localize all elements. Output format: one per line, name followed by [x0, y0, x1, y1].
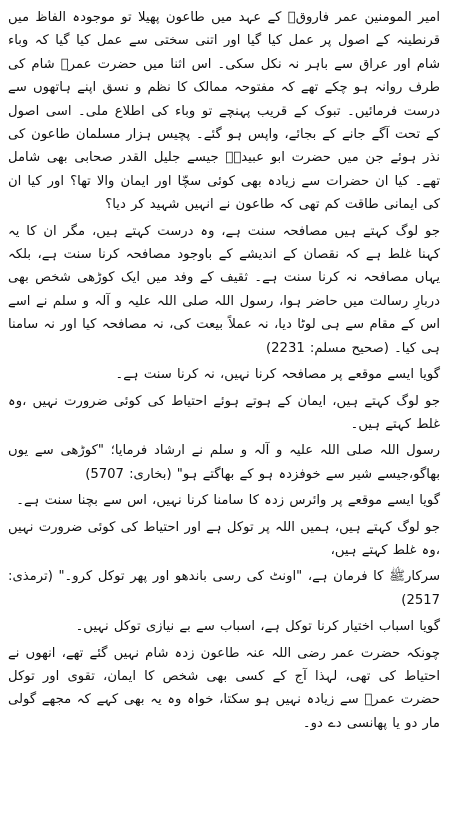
paragraph-iman-precaution: جو لوگ کہتے ہیں، ایمان کے ہوتے ہوئے احتیاط کی کوئی ضرورت نہیں ،وہ غلط کہتے ہیں۔: [8, 393, 440, 432]
paragraph-conclusion: چونکہ حضرت عمر رضی اللہ عنہ طاعون زدہ شام نہیں گئے تھے، انھوں نے احتیاط کی تھی، لہذا آج کے کسی بھی شخص کا ایمان، تقوی اور توکل حضرت عمرؓ سے زیادہ نہیں ہو سکتا، خواہ وہ یہ بھی کہے کہ مجھے گولی مار دو یا پھانسی دے دو۔: [8, 645, 440, 731]
paragraph-handshake-conclusion: گویا ایسے موقعے پر مصافحہ کرنا نہیں، نہ کرنا سنت ہے۔: [115, 367, 440, 383]
paragraph-virus-avoidance: گویا ایسے موقعے پر وائرس زدہ کا سامنا کرنا نہیں، اس سے بچنا سنت ہے۔: [16, 493, 440, 509]
paragraph-umar-plague: امیر المومنین عمر فاروقؓ کے عہد میں طاعون پھیلا تو موجودہ الفاظ میں قرنطینہ کے اصول پر عمل کیا گیا اور اتنی سختی سے عمل کیا گیا کہ وباء شام اور عراق سے باہر نہ نکل سکی۔ اس اثنا میں حضرت عمرؓ شام کی طرف روانہ ہو چکے تھے کہ مفتوحہ ممالک کا نظم و نسق اپنے ہاتھوں سے درست فرمائیں۔ تبوک کے قریب پہنچے تو وباء کی اطلاع ملی۔ اسی اصول کے تحت آگے جانے کے بجائے، واپس ہو گئے۔ پچیس ہزار مسلمان طاعون کی نذر ہوئے جن میں حضرت ابو عبیدہؓ جیسے جلیل القدر صحابی بھی شامل تھے۔ کیا ان حضرات سے زیادہ بھی کوئی سچّا اور ایمان والا تھا؟ اور کیا ان کی ایمانی طاقت کم تھی کہ طاعون نے انہیں شہید کر دیا؟: [8, 10, 440, 213]
paragraph-tawakkul-claim: جو لوگ کہتے ہیں، ہمیں اللہ پر توکل ہے اور احتیاط کی کوئی ضرورت نہیں ،وہ غلط کہتے ہیں،: [8, 519, 440, 558]
paragraph-handshake-sunnah: جو لوگ کہتے ہیں مصافحہ سنت ہے، وہ درست کہتے ہیں، مگر ان کا یہ کہنا غلط ہے کہ نقصان کے اندیشے کے باوجود مصافحہ کرنا سنت ہے، بلکہ یہاں مصافحہ نہ کرنا سنت ہے۔ ثقیف کے وفد میں ایک کوڑھی شخص بھی دربارِ رسالت میں حاضر ہوا، رسول اللہ صلی اللہ علیہ و آلہ و سلم نے اسے اس کے مقام سے ہی لوٹا دیا، نہ عملاً بیعت کی، نہ مصافحہ کیا اور نہ سامنا ہی کیا۔ (صحیح مسلم: 2231): [8, 223, 440, 356]
paragraph-tawakkul-means: گویا اسباب اختیار کرنا توکل ہے، اسباب سے بے نیازی توکل نہیں۔: [75, 619, 440, 635]
paragraph-hadith-camel: سرکارﷺ کا فرمان ہے، "اونٹ کی رسی باندھو اور پھر توکل کرو۔" (ترمذی: 2517): [8, 569, 440, 608]
paragraph-hadith-leper: رسول اللہ صلی اللہ علیہ و آلہ و سلم نے ارشاد فرمایا؛ "کوڑھی سے یوں بھاگو،جیسے شیر سے خوفزدہ ہو کے بھاگتے ہو" (بخاری: 5707): [8, 443, 440, 482]
